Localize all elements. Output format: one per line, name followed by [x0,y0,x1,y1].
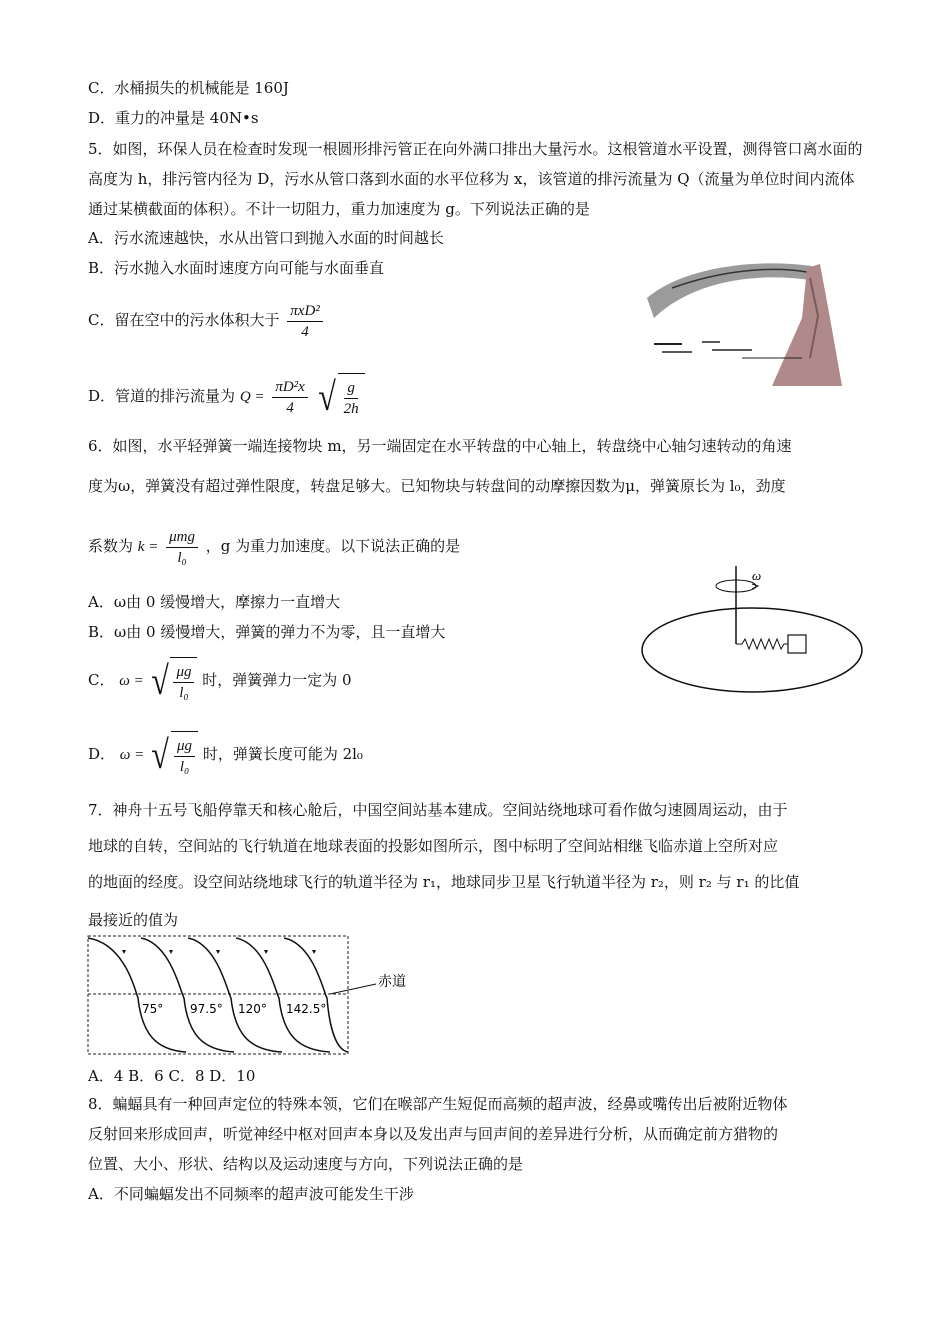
q8-stem-line3: 位置、大小、形状、结构以及运动速度与方向，下列说法正确的是 [88,1155,524,1173]
turntable-figure [640,562,868,694]
q6-option-d: D． ω = √ $\frac{\mu g}{\text{l₀}}$ 时，弹簧长度可能为 2l₀ [88,730,363,780]
q6-stem-line3 [88,524,460,569]
denominator: l₀ [177,549,187,566]
denominator: l₀ [179,684,189,701]
numerator: πxD² [287,301,323,322]
longitude-label: 142.5° [286,1002,327,1016]
q6-stem-line2: 度为ω，弹簧没有超过弹性限度，转盘足够大。已知物块与转盘间的动摩擦因数为μ，弹簧原长为 l₀，劲度 [88,477,786,495]
radical-sign: √ [151,732,169,777]
q6-stem-suffix: ，g 为重力加速度。以下说法正确的是 [205,537,461,555]
q6-stem-prefix: 系数为 [88,537,134,555]
q5-option-a: A．污水流速越快，水从出管口到抛入水面的时间越长 [88,229,444,247]
numerator: μmg [166,527,198,548]
numerator: g [344,378,358,399]
q7-stem-line1: 7．神舟十五号飞船停靠天和核心舱后，中国空间站基本建成。空间站绕地球可看作做匀速圆周运动，由于 [88,801,788,819]
radical-sign: √ [317,374,336,419]
square-root [149,657,198,706]
fraction [166,527,198,568]
denominator: l₀ [179,758,190,775]
equation-lhs: Q = [239,389,265,405]
q4-option-d: D．重力的冲量是 40N•s [88,109,259,127]
q6-option-c: C． ω = √ $\frac{\mu g}{\text{l₀}}$ 时，弹簧弹力一定为 0 [88,656,352,706]
sewage-pipe-figure [642,258,848,388]
q6-option-a: A．ω由 0 缓慢增大，摩擦力一直增大 [88,593,341,611]
q5-stem: 5．如图，环保人员在检查时发现一根圆形排污管正在向外满口排出大量污水。这根管道水平设置，测得管口离水面的高度为 h，排污管内径为 D，污水从管口落到水面的水平位移为 x，该管道的排污流量为 Q（流量为单位时间内流体通过某横截面的体积）。不计一切阻力，重力加速度为 g。下列说法正确的是 [88,140,863,218]
q5-option-c-label: C．留在空中的污水体积大于 [88,311,280,329]
q7-stem-line3: 的地面的经度。设空间站绕地球飞行的轨道半径为 r₁，地球同步卫星飞行轨道半径为 r₂，则 r₂ 与 r₁ 的比值 [88,873,800,891]
numerator: μg [173,662,194,683]
orbit-projection-figure [86,934,426,1058]
longitude-label: 97.5° [190,1002,223,1016]
q5-option-d [88,372,365,422]
q5-option-b: B．污水抛入水面时速度方向可能与水面垂直 [88,259,385,277]
longitude-label: 120° [238,1002,267,1016]
q6-option-d-text: 时，弹簧长度可能为 2l₀ [202,745,363,763]
q5-option-c [88,300,326,342]
numerator: πD²x [272,377,308,398]
equator-label: 赤道 [378,974,406,990]
fraction [341,378,362,419]
q4-option-c: C．水桶损失的机械能是 160J [88,79,289,97]
equation-lhs: k = [137,539,159,555]
omega-label: ω [752,568,762,583]
square-root [149,731,198,780]
fraction [173,662,194,703]
q8-stem-line1: 8．蝙蝠具有一种回声定位的特殊本领，它们在喉部产生短促而高频的超声波，经鼻或嘴传出后被附近物体 [88,1095,788,1113]
denominator: 2h [343,400,359,417]
q7-stem-line2: 地球的自转，空间站的飞行轨道在地球表面的投影如图所示，图中标明了空间站相继飞临赤道上空所对应 [88,837,779,855]
q8-option-a: A．不同蝙蝠发出不同频率的超声波可能发生干涉 [88,1185,414,1203]
q7-options: A．4 B．6 C．8 D．10 [88,1067,256,1085]
equation-lhs: ω = [119,747,145,763]
numerator: μg [174,736,195,757]
fraction [287,301,323,342]
equation-lhs: ω = [119,673,144,689]
longitude-label: 75° [142,1002,164,1016]
fraction [272,377,308,418]
q8-stem-line2: 反射回来形成回声，听觉神经中枢对回声本身以及发出声与回声间的差异进行分析，从而确定前方猎物的 [88,1125,779,1143]
fraction [174,736,195,777]
radical-sign: √ [150,658,169,703]
denominator: 4 [301,323,309,340]
q6-option-c-text: 时，弹簧弹力一定为 0 [202,671,352,689]
q6-option-b: B．ω由 0 缓慢增大，弹簧的弹力不为零，且一直增大 [88,623,446,641]
q7-stem-line4: 最接近的值为 [88,911,179,929]
q5-option-d-label: D．管道的排污流量为 [88,387,236,405]
q6-stem-line1: 6．如图，水平轻弹簧一端连接物块 m，另一端固定在水平转盘的中心轴上，转盘绕中心轴匀速转动的角速 [88,437,792,455]
square-root [316,373,365,422]
denominator: 4 [286,399,294,416]
